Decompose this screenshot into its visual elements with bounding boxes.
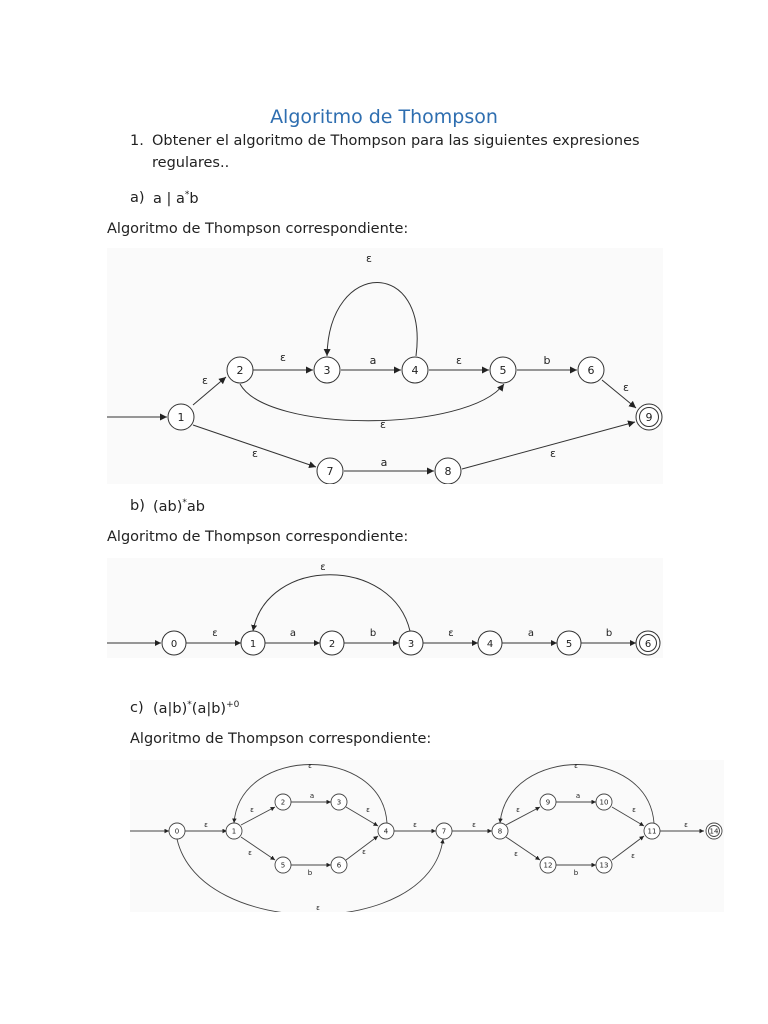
edge-label: a bbox=[369, 354, 377, 367]
edge-label: ε bbox=[252, 447, 258, 460]
edge-label: b bbox=[573, 869, 579, 877]
state-label: 5 bbox=[499, 364, 507, 377]
caption-a: Algoritmo de Thompson correspondiente: bbox=[107, 221, 409, 237]
state-label: 6 bbox=[644, 639, 652, 650]
edge-4-3 bbox=[327, 283, 417, 357]
page-title: Algoritmo de Thompson bbox=[270, 106, 498, 128]
state-label: 3 bbox=[407, 639, 415, 650]
edge-label: b bbox=[369, 628, 377, 639]
edge-label: ε bbox=[212, 628, 218, 639]
edge-label: b bbox=[543, 354, 551, 367]
edge-3-1 bbox=[253, 575, 410, 631]
part-b-letter: b) bbox=[130, 498, 145, 514]
edge-8-9 bbox=[506, 807, 540, 825]
edge-label: ε bbox=[280, 351, 286, 364]
part-c-expression: $(a|b)^*(a|b)^{+0}$ bbox=[153, 700, 240, 717]
edge-label: a bbox=[380, 456, 388, 469]
edge-label: ε bbox=[684, 821, 688, 829]
state-label: 1 bbox=[231, 827, 237, 836]
state-label: 4 bbox=[411, 364, 419, 377]
edge-label: ε bbox=[574, 762, 578, 770]
state-label: 1 bbox=[249, 639, 257, 650]
edge-label: ε bbox=[366, 252, 372, 265]
state-label: 4 bbox=[486, 639, 494, 650]
state-label: 3 bbox=[336, 798, 342, 807]
edge-13-11 bbox=[612, 836, 644, 860]
caption-b: Algoritmo de Thompson correspondiente: bbox=[107, 529, 409, 545]
edge-label: ε bbox=[448, 628, 454, 639]
thompson-diagram-a bbox=[107, 248, 663, 484]
state-label: 2 bbox=[236, 364, 244, 377]
edge-label: ε bbox=[631, 852, 635, 860]
state-label: 4 bbox=[383, 827, 389, 836]
edge-1-2 bbox=[241, 807, 275, 825]
edge-10-11 bbox=[612, 807, 644, 826]
state-label: 2 bbox=[328, 639, 336, 650]
state-label: 12 bbox=[543, 861, 553, 870]
state-label: 7 bbox=[326, 465, 334, 478]
caption-c: Algoritmo de Thompson correspondiente: bbox=[130, 731, 432, 747]
state-label: 8 bbox=[444, 465, 452, 478]
edge-6-9 bbox=[602, 380, 636, 408]
state-label: 0 bbox=[170, 639, 178, 650]
state-label: 7 bbox=[441, 827, 447, 836]
edge-label: ε bbox=[316, 904, 320, 912]
part-a-expression: a | a*b bbox=[153, 190, 199, 207]
part-a-letter: a) bbox=[130, 190, 145, 206]
edge-1-2 bbox=[193, 377, 226, 405]
edge-label: ε bbox=[250, 806, 254, 814]
edge-label: ε bbox=[308, 762, 312, 770]
state-label: 5 bbox=[565, 639, 573, 650]
edge-label: ε bbox=[380, 418, 386, 431]
edge-label: ε bbox=[516, 806, 520, 814]
state-label: 6 bbox=[587, 364, 595, 377]
state-label: 3 bbox=[323, 364, 331, 377]
edge-label: ε bbox=[362, 848, 366, 856]
state-label: 2 bbox=[280, 798, 286, 807]
state-label: 9 bbox=[645, 411, 653, 424]
edge-label: ε bbox=[248, 849, 252, 857]
state-label: 11 bbox=[647, 827, 657, 836]
state-label: 0 bbox=[174, 827, 180, 836]
thompson-diagram-b bbox=[107, 558, 663, 658]
list-number: 1. bbox=[130, 133, 144, 149]
edge-label: ε bbox=[550, 447, 556, 460]
edge-label: ε bbox=[366, 806, 370, 814]
state-label: 13 bbox=[599, 861, 609, 870]
edge-label: ε bbox=[632, 806, 636, 814]
state-label: 1 bbox=[177, 411, 185, 424]
state-label: 6 bbox=[336, 861, 342, 870]
state-label: 5 bbox=[280, 861, 286, 870]
edge-label: ε bbox=[204, 821, 208, 829]
edge-8-12 bbox=[506, 837, 540, 860]
item-text-line2: regulares.. bbox=[152, 155, 230, 171]
edge-label: a bbox=[289, 628, 297, 639]
edge-label: b bbox=[307, 869, 313, 877]
edge-label: a bbox=[575, 792, 581, 800]
edge-8-9 bbox=[462, 422, 635, 469]
state-label: 8 bbox=[497, 827, 503, 836]
edge-label: ε bbox=[514, 850, 518, 858]
edge-label: ε bbox=[413, 821, 417, 829]
edge-1-7 bbox=[193, 425, 316, 467]
edge-label: ε bbox=[472, 821, 476, 829]
edge-label: a bbox=[527, 628, 535, 639]
part-c-letter: c) bbox=[130, 700, 144, 716]
state-label: 9 bbox=[545, 798, 551, 807]
edge-label: b bbox=[605, 628, 613, 639]
edge-label: ε bbox=[202, 374, 208, 387]
edge-1-5 bbox=[241, 837, 275, 860]
edge-3-4 bbox=[346, 807, 378, 826]
part-b-expression: (ab)*ab bbox=[153, 498, 205, 515]
thompson-diagram-c bbox=[130, 760, 724, 912]
state-label: 10 bbox=[599, 798, 609, 807]
item-text-line1: Obtener el algoritmo de Thompson para las siguientes expresiones bbox=[152, 133, 640, 149]
edge-label: ε bbox=[320, 562, 326, 573]
edge-label: ε bbox=[456, 354, 462, 367]
edge-label: ε bbox=[623, 381, 629, 394]
state-label: 14 bbox=[709, 827, 719, 836]
edge-2-5 bbox=[240, 384, 504, 421]
edge-label: a bbox=[309, 792, 315, 800]
